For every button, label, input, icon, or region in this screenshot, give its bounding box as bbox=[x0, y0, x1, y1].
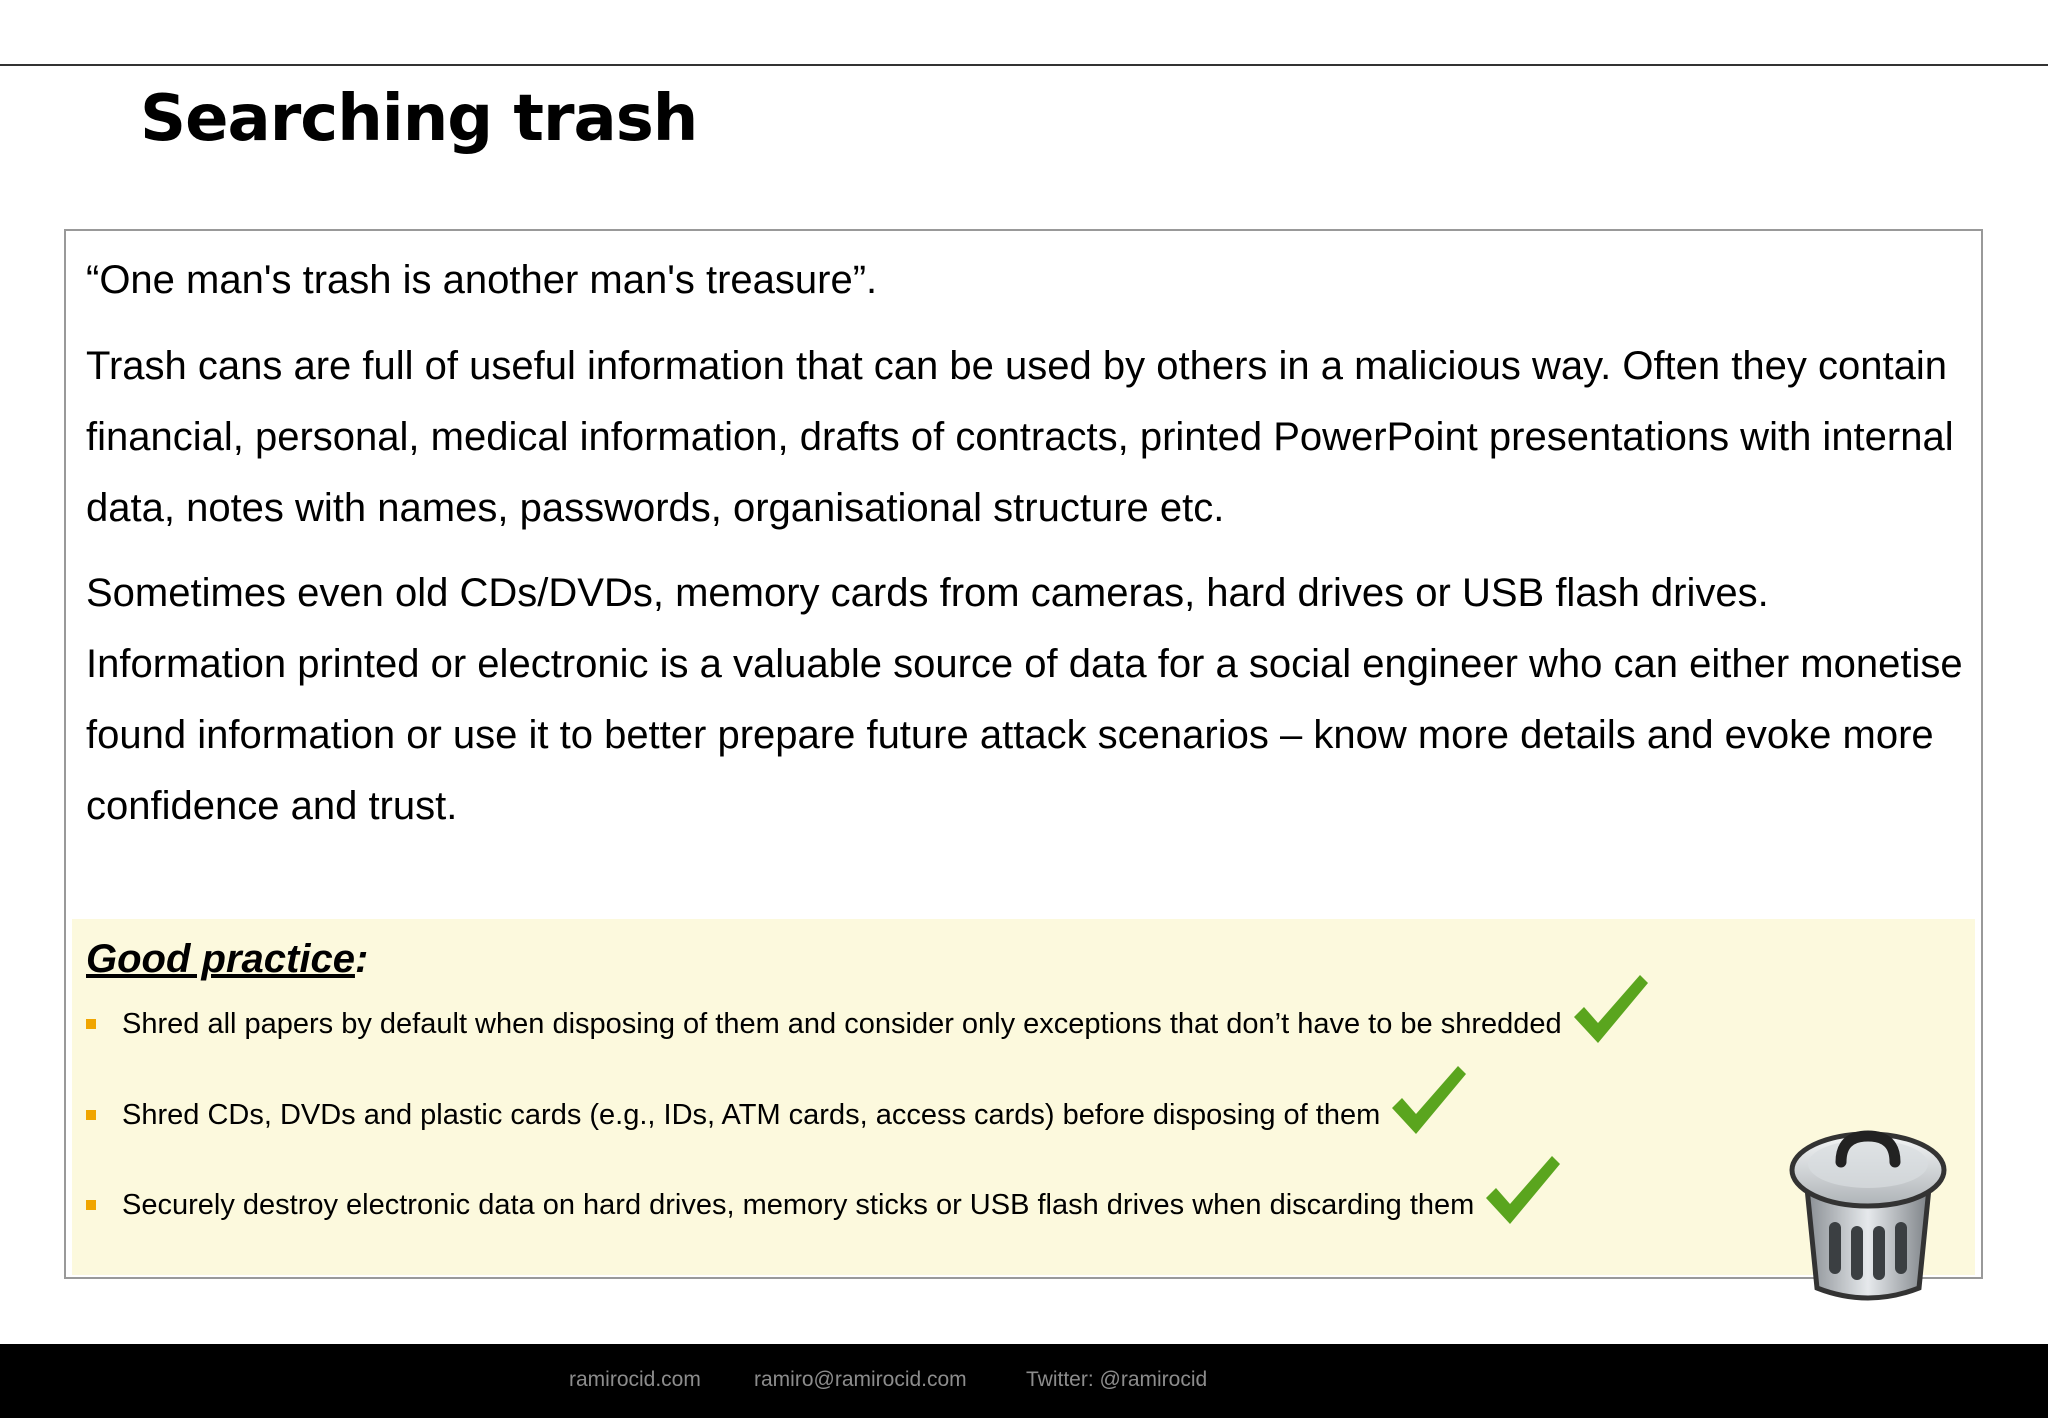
bullet-marker bbox=[86, 1110, 96, 1120]
checkmark-icon bbox=[1388, 1064, 1468, 1144]
paragraph-trash-cans: Trash cans are full of useful information that can be used by others in a malicious way. Often they contain financial, personal, medical information, drafts of contracts, printed PowerPoint presentations with internal data, notes with names, passwords, organisational structure etc. bbox=[86, 344, 1954, 530]
bullet-marker bbox=[86, 1019, 96, 1029]
content-box bbox=[64, 229, 1983, 1279]
slide-title: Searching trash bbox=[140, 82, 698, 156]
bullet-marker bbox=[86, 1200, 96, 1210]
practice-item-text: Shred CDs, DVDs and plastic cards (e.g., IDs, ATM cards, access cards) before disposing of them bbox=[122, 1098, 1381, 1131]
header-divider bbox=[0, 64, 2048, 66]
good-practice-heading: Good practice: bbox=[86, 937, 369, 981]
footer-email: ramiro@ramirocid.com bbox=[754, 1368, 967, 1391]
checkmark-icon bbox=[1482, 1154, 1562, 1234]
list-item bbox=[86, 1085, 1468, 1145]
checkmark-icon bbox=[1570, 973, 1650, 1053]
footer-twitter: Twitter: @ramirocid bbox=[1026, 1368, 1208, 1391]
list-item bbox=[86, 1175, 1562, 1235]
practice-item-text: Shred all papers by default when disposing of them and consider only exceptions that don’t have to be shredded bbox=[122, 1007, 1562, 1040]
paragraph-sometimes: Sometimes even old CDs/DVDs, memory cards from cameras, hard drives or USB flash drives. Information printed or electronic is a valuable source of data for a social engineer who can either monetise found information or use it to better prepare future attack scenarios – know more details and evoke more confidence and trust. bbox=[86, 571, 1963, 828]
footer-bar bbox=[0, 1344, 2048, 1418]
trash-can-icon bbox=[1783, 1118, 1953, 1304]
list-item bbox=[86, 994, 1650, 1054]
footer-website: ramirocid.com bbox=[569, 1368, 701, 1391]
good-practice-panel bbox=[72, 919, 1975, 1275]
quote-text: “One man's trash is another man's treasure”. bbox=[86, 258, 878, 302]
practice-item-text: Securely destroy electronic data on hard drives, memory sticks or USB flash drives when discarding them bbox=[122, 1188, 1475, 1221]
